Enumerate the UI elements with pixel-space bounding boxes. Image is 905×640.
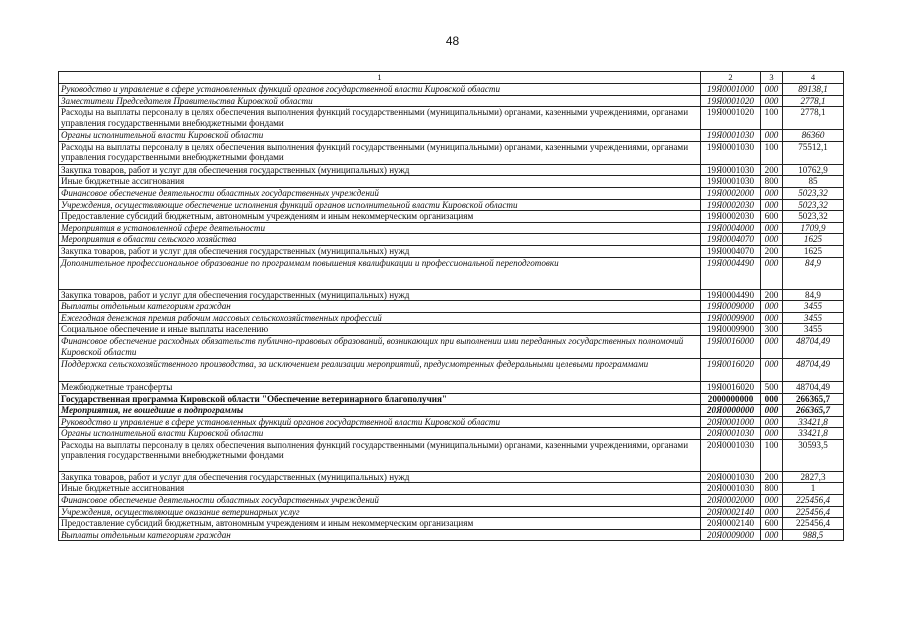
cell-sum: 1709,9 xyxy=(783,222,844,234)
cell-sum: 33421,8 xyxy=(783,416,844,428)
table-row xyxy=(59,130,844,142)
table-row xyxy=(59,518,844,530)
cell-sum: 225456,4 xyxy=(783,506,844,518)
header-cell-code: 2 xyxy=(701,72,761,84)
cell-name: Иные бюджетные ассигнования xyxy=(59,176,701,188)
cell-sum: 225456,4 xyxy=(783,518,844,530)
table-row xyxy=(59,199,844,211)
cell-expense-type: 000 xyxy=(761,222,783,234)
cell-expense-type: 000 xyxy=(761,393,783,405)
cell-name: Государственная программа Кировской области "Обеспечение ветеринарного благополучия" xyxy=(59,393,701,405)
cell-expense-type: 000 xyxy=(761,84,783,96)
cell-sum: 266365,7 xyxy=(783,405,844,417)
table-row xyxy=(59,211,844,223)
cell-name: Предоставление субсидий бюджетным, автономным учреждениям и иным некоммерческим организациям xyxy=(59,518,701,530)
cell-sum: 48704,49 xyxy=(783,381,844,393)
cell-name: Руководство и управление в сфере установленных функций органов государственной власти Кировской области xyxy=(59,84,701,96)
cell-name: Социальное обеспечение и иные выплаты населению xyxy=(59,324,701,336)
cell-sum: 84,9 xyxy=(783,257,844,289)
cell-expense-type: 000 xyxy=(761,257,783,289)
cell-code: 19Я0002000 xyxy=(701,187,761,199)
cell-sum: 5023,32 xyxy=(783,211,844,223)
cell-code: 20Я0001030 xyxy=(701,483,761,495)
cell-expense-type: 800 xyxy=(761,176,783,188)
table-row xyxy=(59,301,844,313)
table-row xyxy=(59,428,844,440)
cell-sum: 225456,4 xyxy=(783,495,844,507)
cell-name: Предоставление субсидий бюджетным, автономным учреждениям и иным некоммерческим организациям xyxy=(59,211,701,223)
cell-code: 19Я0004000 xyxy=(701,222,761,234)
cell-name: Мероприятия в области сельского хозяйства xyxy=(59,234,701,246)
table-row xyxy=(59,222,844,234)
cell-code: 19Я0004070 xyxy=(701,245,761,257)
table-row xyxy=(59,289,844,301)
cell-sum: 3455 xyxy=(783,301,844,313)
cell-expense-type: 000 xyxy=(761,312,783,324)
cell-name: Органы исполнительной власти Кировской области xyxy=(59,428,701,440)
cell-sum: 266365,7 xyxy=(783,393,844,405)
header-cell-name: 1 xyxy=(59,72,701,84)
cell-sum: 3455 xyxy=(783,324,844,336)
cell-expense-type: 100 xyxy=(761,107,783,130)
cell-expense-type: 000 xyxy=(761,495,783,507)
cell-code: 19Я0001020 xyxy=(701,95,761,107)
cell-sum: 10762,9 xyxy=(783,164,844,176)
cell-expense-type: 600 xyxy=(761,211,783,223)
cell-name: Иные бюджетные ассигнования xyxy=(59,483,701,495)
cell-code: 20Я0000000 xyxy=(701,405,761,417)
cell-name: Закупка товаров, работ и услуг для обеспечения государственных (муниципальных) нужд xyxy=(59,245,701,257)
cell-sum: 86360 xyxy=(783,130,844,142)
cell-sum: 2778,1 xyxy=(783,107,844,130)
cell-name: Органы исполнительной власти Кировской области xyxy=(59,130,701,142)
cell-name: Поддержка сельскохозяйственного производства, за исключением реализации мероприятий, предусмотренных федеральными целевыми программами xyxy=(59,358,701,381)
cell-code: 20Я0009000 xyxy=(701,529,761,541)
cell-expense-type: 000 xyxy=(761,358,783,381)
cell-sum: 30593,5 xyxy=(783,439,844,471)
cell-name: Руководство и управление в сфере установленных функций органов государственной власти Кировской области xyxy=(59,416,701,428)
cell-sum: 33421,8 xyxy=(783,428,844,440)
cell-code: 19Я0009900 xyxy=(701,324,761,336)
cell-sum: 2827,3 xyxy=(783,471,844,483)
cell-sum: 85 xyxy=(783,176,844,188)
cell-sum: 84,9 xyxy=(783,289,844,301)
cell-sum: 3455 xyxy=(783,312,844,324)
cell-name: Учреждения, осуществляющие оказание ветеринарных услуг xyxy=(59,506,701,518)
cell-name: Закупка товаров, работ и услуг для обеспечения государственных (муниципальных) нужд xyxy=(59,164,701,176)
page-number: 48 xyxy=(445,34,460,48)
cell-name: Расходы на выплаты персоналу в целях обеспечения выполнения функций государственными (муниципальными) органами, казенными учреждениями, органами управления государственными внебюджетными фондами xyxy=(59,141,701,164)
table-row xyxy=(59,471,844,483)
cell-name: Финансовое обеспечение деятельности областных государственных учреждений xyxy=(59,187,701,199)
cell-code: 19Я0009000 xyxy=(701,301,761,313)
cell-sum: 1625 xyxy=(783,234,844,246)
cell-code: 20Я0002140 xyxy=(701,506,761,518)
cell-expense-type: 200 xyxy=(761,289,783,301)
table-row xyxy=(59,324,844,336)
cell-expense-type: 200 xyxy=(761,471,783,483)
cell-sum: 988,5 xyxy=(783,529,844,541)
cell-expense-type: 000 xyxy=(761,416,783,428)
cell-code: 19Я0004070 xyxy=(701,234,761,246)
table-row xyxy=(59,164,844,176)
cell-expense-type: 000 xyxy=(761,130,783,142)
table-row xyxy=(59,187,844,199)
cell-code: 19Я0004490 xyxy=(701,289,761,301)
table-row xyxy=(59,439,844,471)
cell-expense-type: 200 xyxy=(761,164,783,176)
cell-sum: 89138,1 xyxy=(783,84,844,96)
table-row xyxy=(59,529,844,541)
cell-sum: 1 xyxy=(783,483,844,495)
table-body xyxy=(59,84,844,541)
cell-expense-type: 500 xyxy=(761,381,783,393)
cell-name: Межбюджетные трансферты xyxy=(59,381,701,393)
cell-expense-type: 000 xyxy=(761,335,783,358)
cell-code: 19Я0004490 xyxy=(701,257,761,289)
table-row xyxy=(59,506,844,518)
cell-code: 19Я0016020 xyxy=(701,358,761,381)
cell-code: 19Я0009900 xyxy=(701,312,761,324)
cell-code: 19Я0001030 xyxy=(701,141,761,164)
table-row xyxy=(59,416,844,428)
cell-name: Заместители Председателя Правительства Кировской области xyxy=(59,95,701,107)
table-row xyxy=(59,381,844,393)
cell-expense-type: 100 xyxy=(761,439,783,471)
cell-expense-type: 000 xyxy=(761,301,783,313)
cell-expense-type: 000 xyxy=(761,95,783,107)
table-row xyxy=(59,234,844,246)
cell-expense-type: 800 xyxy=(761,483,783,495)
table-row xyxy=(59,483,844,495)
table-row xyxy=(59,245,844,257)
cell-name: Расходы на выплаты персоналу в целях обеспечения выполнения функций государственными (муниципальными) органами, казенными учреждениями, органами управления государственными внебюджетными фондами xyxy=(59,107,701,130)
cell-sum: 2778,1 xyxy=(783,95,844,107)
cell-name: Ежегодная денежная премия рабочим массовых сельскохозяйственных профессий xyxy=(59,312,701,324)
table-row xyxy=(59,176,844,188)
table-row xyxy=(59,141,844,164)
header-cell-sum: 4 xyxy=(783,72,844,84)
cell-code: 19Я0002030 xyxy=(701,211,761,223)
cell-code: 19Я0016000 xyxy=(701,335,761,358)
cell-sum: 75512,1 xyxy=(783,141,844,164)
table-row xyxy=(59,495,844,507)
table-row xyxy=(59,405,844,417)
cell-code: 19Я0001000 xyxy=(701,84,761,96)
cell-expense-type: 000 xyxy=(761,506,783,518)
cell-expense-type: 600 xyxy=(761,518,783,530)
cell-name: Закупка товаров, работ и услуг для обеспечения государственных (муниципальных) нужд xyxy=(59,289,701,301)
cell-name: Мероприятия, не вошедшие в подпрограммы xyxy=(59,405,701,417)
cell-sum: 1625 xyxy=(783,245,844,257)
cell-expense-type: 300 xyxy=(761,324,783,336)
cell-expense-type: 000 xyxy=(761,199,783,211)
cell-expense-type: 000 xyxy=(761,187,783,199)
cell-code: 2000000000 xyxy=(701,393,761,405)
table-row xyxy=(59,312,844,324)
table-header-row xyxy=(59,72,844,84)
cell-expense-type: 000 xyxy=(761,428,783,440)
budget-table xyxy=(58,71,844,541)
cell-expense-type: 000 xyxy=(761,234,783,246)
cell-name: Финансовое обеспечение деятельности областных государственных учреждений xyxy=(59,495,701,507)
cell-sum: 48704,49 xyxy=(783,335,844,358)
header-cell-expense-type: 3 xyxy=(761,72,783,84)
cell-code: 20Я0001000 xyxy=(701,416,761,428)
cell-code: 19Я0001030 xyxy=(701,130,761,142)
table-row xyxy=(59,84,844,96)
table-row xyxy=(59,393,844,405)
cell-name: Мероприятия в установленной сфере деятельности xyxy=(59,222,701,234)
cell-code: 19Я0002030 xyxy=(701,199,761,211)
table-row xyxy=(59,358,844,381)
cell-code: 20Я0002000 xyxy=(701,495,761,507)
cell-code: 20Я0001030 xyxy=(701,439,761,471)
cell-expense-type: 000 xyxy=(761,405,783,417)
cell-name: Финансовое обеспечение расходных обязательств публично-правовых образований, возникающих при выполнении ими переданных государственных полномочий Кировской области xyxy=(59,335,701,358)
table-row xyxy=(59,335,844,358)
cell-expense-type: 200 xyxy=(761,245,783,257)
cell-code: 19Я0001030 xyxy=(701,164,761,176)
table-row xyxy=(59,107,844,130)
cell-name: Закупка товаров, работ и услуг для обеспечения государственных (муниципальных) нужд xyxy=(59,471,701,483)
cell-expense-type: 000 xyxy=(761,529,783,541)
cell-name: Расходы на выплаты персоналу в целях обеспечения выполнения функций государственными (муниципальными) органами, казенными учреждениями, органами управления государственными внебюджетными фондами xyxy=(59,439,701,471)
cell-sum: 5023,32 xyxy=(783,187,844,199)
cell-code: 19Я0001030 xyxy=(701,176,761,188)
cell-code: 20Я0002140 xyxy=(701,518,761,530)
cell-name: Выплаты отдельным категориям граждан xyxy=(59,301,701,313)
cell-name: Выплаты отдельным категориям граждан xyxy=(59,529,701,541)
table-row xyxy=(59,257,844,289)
cell-code: 20Я0001030 xyxy=(701,471,761,483)
cell-sum: 5023,32 xyxy=(783,199,844,211)
cell-name: Учреждения, осуществляющие обеспечение исполнения функций органов исполнительной власти Кировской области xyxy=(59,199,701,211)
cell-name: Дополнительное профессиональное образование по программам повышения квалификации и профессиональной переподготовки xyxy=(59,257,701,289)
cell-code: 19Я0016020 xyxy=(701,381,761,393)
cell-code: 19Я0001020 xyxy=(701,107,761,130)
cell-code: 20Я0001030 xyxy=(701,428,761,440)
cell-sum: 48704,49 xyxy=(783,358,844,381)
cell-expense-type: 100 xyxy=(761,141,783,164)
table-row xyxy=(59,95,844,107)
